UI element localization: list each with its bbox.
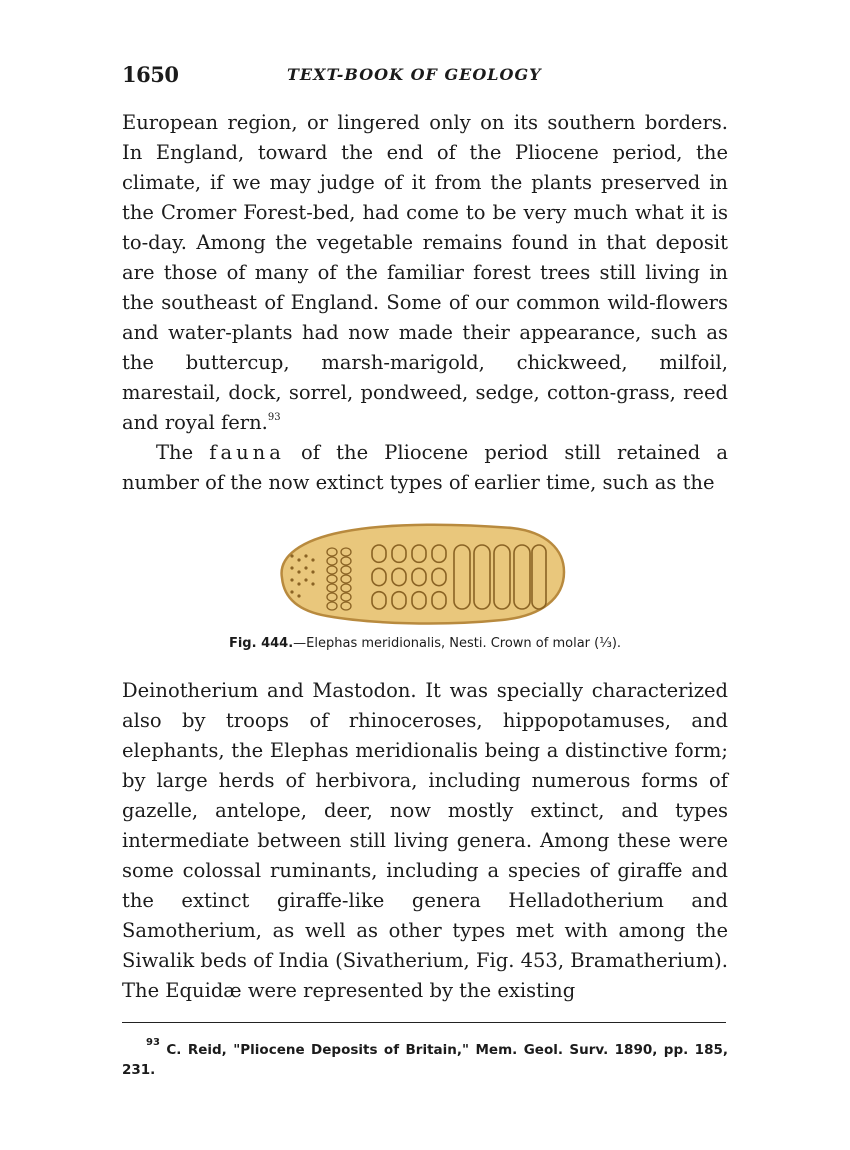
paragraph-fauna-continued: Deinotherium and Mastodon. It was specially characterized also by troops of rhinoceroses, hippopotamuses, and elephants, the Elephas meridionalis being a distinctive form; by large herds of herbivora, including numerous forms of gazelle, antelope, deer, now mostly extinct, and types intermediate between still living genera. Among these were some colossal ruminants, including a species of giraffe and the extinct giraffe-like genera Helladotherium and Samotherium, as well as other types met with among the Siwalik beds of India (Sivatherium, Fig. 453, Bramatherium). The Equidæ were represented by the existing xyxy=(122,679,728,1002)
surface-speck xyxy=(311,582,314,585)
surface-speck xyxy=(290,590,293,593)
surface-speck xyxy=(311,558,314,561)
footnote-marker: 93 xyxy=(146,1037,160,1048)
surface-speck xyxy=(290,578,293,581)
text-block-upper xyxy=(122,108,728,498)
emphasized-word: fauna xyxy=(209,441,285,464)
footnote-rule xyxy=(122,1022,726,1023)
paragraph-flora xyxy=(122,108,728,438)
paragraph-fauna-rest: of the Pliocene period still retained a number of the now extinct types of earlier time, such as the xyxy=(122,441,728,494)
footnote-body xyxy=(122,1037,728,1080)
page-header xyxy=(122,62,728,88)
footnote-text: C. Reid, "Pliocene Deposits of Britain," Mem. Geol. Surv. 1890, pp. 185, 231. xyxy=(122,1042,728,1078)
figure-caption-text: —Elephas meridionalis, Nesti. Crown of molar (⅓). xyxy=(293,636,622,651)
figure-label: Fig. 444. xyxy=(228,636,294,651)
surface-speck xyxy=(297,570,300,573)
footnote xyxy=(122,1037,728,1080)
surface-speck xyxy=(290,566,293,569)
figure-molar xyxy=(272,516,572,628)
molar-illustration xyxy=(272,516,572,628)
paragraph-fauna-start: The xyxy=(156,441,194,464)
figure-caption xyxy=(122,636,728,651)
surface-speck xyxy=(297,582,300,585)
running-head: TEXT-BOOK OF GEOLOGY xyxy=(287,65,542,84)
surface-speck xyxy=(304,566,307,569)
surface-speck xyxy=(311,570,314,573)
surface-speck xyxy=(297,594,300,597)
paragraph-fauna xyxy=(122,438,728,498)
surface-speck xyxy=(304,578,307,581)
page-number: 1650 xyxy=(122,62,179,87)
surface-speck xyxy=(290,554,293,557)
surface-speck xyxy=(297,558,300,561)
footnote-reference: 93 xyxy=(267,412,281,423)
text-block-lower xyxy=(122,676,728,1006)
surface-speck xyxy=(304,554,307,557)
paragraph-flora-text: European region, or lingered only on its southern borders. In England, toward the end of the Pliocene period, the climate, if we may judge of it from the plants preserved in the Cromer Forest-bed, had come to be very much what it is to-day. Among the vegetable remains found in that deposit are those of many of the familiar forest trees still living in the southeast of England. Some of our common wild-flowers and water-plants had now made their appearance, such as the buttercup, marsh-marigold, chickweed, milfoil, marestail, dock, sorrel, pondweed, sedge, cotton-grass, reed and royal fern. xyxy=(122,111,728,434)
